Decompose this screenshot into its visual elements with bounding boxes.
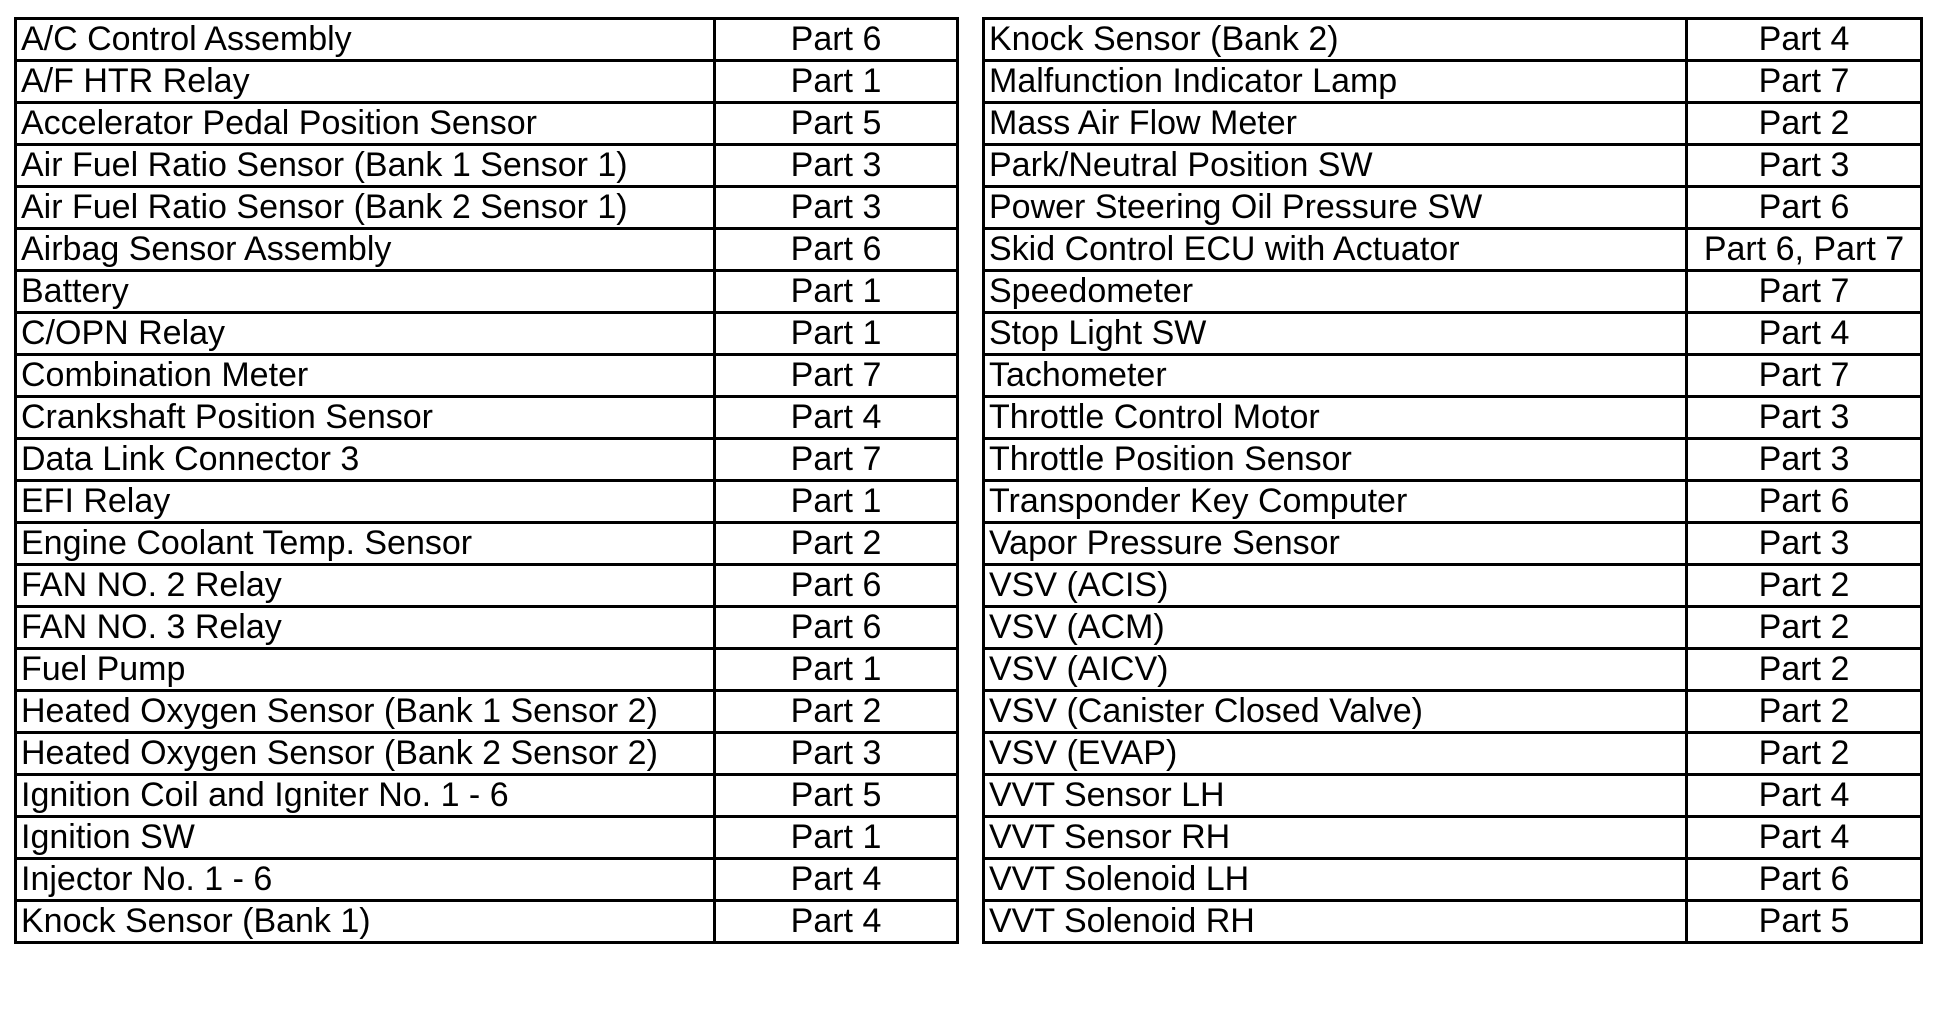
part-reference-cell: Part 6 — [715, 19, 958, 61]
component-table-left — [14, 17, 959, 944]
component-name-cell: Throttle Control Motor — [984, 397, 1687, 439]
part-reference-cell: Part 6 — [1687, 187, 1922, 229]
part-reference-cell: Part 6 — [715, 229, 958, 271]
component-name-cell: VSV (Canister Closed Valve) — [984, 691, 1687, 733]
part-reference-cell: Part 2 — [1687, 691, 1922, 733]
component-name-cell: Fuel Pump — [16, 649, 715, 691]
part-reference-cell: Part 4 — [1687, 817, 1922, 859]
component-name-cell: Airbag Sensor Assembly — [16, 229, 715, 271]
component-name-cell: Data Link Connector 3 — [16, 439, 715, 481]
table-row — [16, 145, 958, 187]
table-row — [16, 775, 958, 817]
table-row — [16, 103, 958, 145]
table-row — [16, 439, 958, 481]
component-table-left-body — [16, 19, 958, 943]
component-name-cell: Injector No. 1 - 6 — [16, 859, 715, 901]
table-row — [984, 229, 1922, 271]
component-name-cell: EFI Relay — [16, 481, 715, 523]
component-name-cell: Mass Air Flow Meter — [984, 103, 1687, 145]
component-name-cell: Battery — [16, 271, 715, 313]
part-reference-cell: Part 6 — [715, 607, 958, 649]
component-name-cell: FAN NO. 3 Relay — [16, 607, 715, 649]
component-name-cell: VSV (ACIS) — [984, 565, 1687, 607]
component-name-cell: Air Fuel Ratio Sensor (Bank 2 Sensor 1) — [16, 187, 715, 229]
component-name-cell: A/F HTR Relay — [16, 61, 715, 103]
table-row — [984, 19, 1922, 61]
table-row — [984, 733, 1922, 775]
component-name-cell: VSV (AICV) — [984, 649, 1687, 691]
table-row — [984, 691, 1922, 733]
table-row — [984, 817, 1922, 859]
part-reference-cell: Part 6, Part 7 — [1687, 229, 1922, 271]
component-name-cell: Vapor Pressure Sensor — [984, 523, 1687, 565]
part-reference-cell: Part 3 — [715, 733, 958, 775]
part-reference-cell: Part 7 — [1687, 61, 1922, 103]
table-row — [984, 61, 1922, 103]
part-reference-cell: Part 4 — [715, 397, 958, 439]
part-reference-cell: Part 3 — [715, 145, 958, 187]
table-row — [984, 145, 1922, 187]
component-name-cell: FAN NO. 2 Relay — [16, 565, 715, 607]
component-name-cell: Speedometer — [984, 271, 1687, 313]
table-row — [16, 187, 958, 229]
part-reference-cell: Part 3 — [1687, 145, 1922, 187]
table-row — [984, 187, 1922, 229]
part-reference-cell: Part 2 — [1687, 733, 1922, 775]
component-name-cell: Stop Light SW — [984, 313, 1687, 355]
table-row — [16, 313, 958, 355]
table-row — [16, 565, 958, 607]
component-name-cell: Knock Sensor (Bank 1) — [16, 901, 715, 943]
component-name-cell: VSV (ACM) — [984, 607, 1687, 649]
component-name-cell: Power Steering Oil Pressure SW — [984, 187, 1687, 229]
part-reference-cell: Part 2 — [1687, 649, 1922, 691]
component-name-cell: VVT Sensor RH — [984, 817, 1687, 859]
component-name-cell: Crankshaft Position Sensor — [16, 397, 715, 439]
table-row — [984, 775, 1922, 817]
part-reference-cell: Part 1 — [715, 817, 958, 859]
component-name-cell: C/OPN Relay — [16, 313, 715, 355]
part-reference-cell: Part 4 — [1687, 775, 1922, 817]
component-name-cell: VVT Solenoid RH — [984, 901, 1687, 943]
part-reference-cell: Part 2 — [715, 691, 958, 733]
table-row — [984, 103, 1922, 145]
part-reference-cell: Part 5 — [715, 103, 958, 145]
part-reference-cell: Part 3 — [715, 187, 958, 229]
component-name-cell: VSV (EVAP) — [984, 733, 1687, 775]
component-name-cell: VVT Solenoid LH — [984, 859, 1687, 901]
component-table-right-body — [984, 19, 1922, 943]
part-reference-cell: Part 2 — [1687, 103, 1922, 145]
table-row — [16, 859, 958, 901]
component-name-cell: Combination Meter — [16, 355, 715, 397]
component-name-cell: Tachometer — [984, 355, 1687, 397]
table-row — [984, 313, 1922, 355]
table-row — [984, 607, 1922, 649]
part-reference-cell: Part 5 — [715, 775, 958, 817]
table-row — [984, 481, 1922, 523]
table-row — [16, 397, 958, 439]
table-row — [16, 481, 958, 523]
part-reference-cell: Part 1 — [715, 649, 958, 691]
table-row — [984, 355, 1922, 397]
component-name-cell: A/C Control Assembly — [16, 19, 715, 61]
table-row — [16, 271, 958, 313]
part-reference-cell: Part 4 — [1687, 313, 1922, 355]
component-name-cell: Air Fuel Ratio Sensor (Bank 1 Sensor 1) — [16, 145, 715, 187]
table-row — [984, 649, 1922, 691]
table-row — [984, 859, 1922, 901]
part-reference-cell: Part 2 — [715, 523, 958, 565]
component-name-cell: Ignition Coil and Igniter No. 1 - 6 — [16, 775, 715, 817]
part-reference-cell: Part 4 — [715, 859, 958, 901]
part-reference-cell: Part 5 — [1687, 901, 1922, 943]
component-table-right — [982, 17, 1923, 944]
table-row — [16, 733, 958, 775]
component-name-cell: Throttle Position Sensor — [984, 439, 1687, 481]
part-reference-cell: Part 1 — [715, 313, 958, 355]
table-row — [16, 649, 958, 691]
table-row — [16, 607, 958, 649]
part-reference-cell: Part 3 — [1687, 397, 1922, 439]
component-name-cell: Heated Oxygen Sensor (Bank 1 Sensor 2) — [16, 691, 715, 733]
component-name-cell: Engine Coolant Temp. Sensor — [16, 523, 715, 565]
table-row — [984, 565, 1922, 607]
part-reference-cell: Part 4 — [715, 901, 958, 943]
part-reference-cell: Part 6 — [1687, 481, 1922, 523]
part-reference-cell: Part 6 — [1687, 859, 1922, 901]
part-reference-cell: Part 3 — [1687, 439, 1922, 481]
component-name-cell: VVT Sensor LH — [984, 775, 1687, 817]
part-reference-cell: Part 2 — [1687, 607, 1922, 649]
part-reference-cell: Part 7 — [1687, 355, 1922, 397]
part-reference-cell: Part 3 — [1687, 523, 1922, 565]
component-name-cell: Ignition SW — [16, 817, 715, 859]
component-name-cell: Skid Control ECU with Actuator — [984, 229, 1687, 271]
part-reference-cell: Part 7 — [715, 439, 958, 481]
table-row — [984, 271, 1922, 313]
table-row — [16, 19, 958, 61]
component-name-cell: Knock Sensor (Bank 2) — [984, 19, 1687, 61]
part-reference-cell: Part 1 — [715, 271, 958, 313]
component-name-cell: Accelerator Pedal Position Sensor — [16, 103, 715, 145]
part-reference-cell: Part 2 — [1687, 565, 1922, 607]
part-reference-cell: Part 7 — [1687, 271, 1922, 313]
table-row — [16, 817, 958, 859]
table-row — [16, 355, 958, 397]
table-row — [16, 691, 958, 733]
table-row — [984, 397, 1922, 439]
part-reference-cell: Part 4 — [1687, 19, 1922, 61]
table-row — [16, 523, 958, 565]
table-row — [16, 61, 958, 103]
component-name-cell: Heated Oxygen Sensor (Bank 2 Sensor 2) — [16, 733, 715, 775]
component-name-cell: Malfunction Indicator Lamp — [984, 61, 1687, 103]
component-name-cell: Transponder Key Computer — [984, 481, 1687, 523]
table-row — [984, 439, 1922, 481]
part-reference-cell: Part 1 — [715, 61, 958, 103]
part-reference-cell: Part 7 — [715, 355, 958, 397]
table-row — [984, 523, 1922, 565]
part-reference-cell: Part 6 — [715, 565, 958, 607]
component-name-cell: Park/Neutral Position SW — [984, 145, 1687, 187]
part-reference-cell: Part 1 — [715, 481, 958, 523]
table-row — [16, 901, 958, 943]
table-row — [16, 229, 958, 271]
table-row — [984, 901, 1922, 943]
